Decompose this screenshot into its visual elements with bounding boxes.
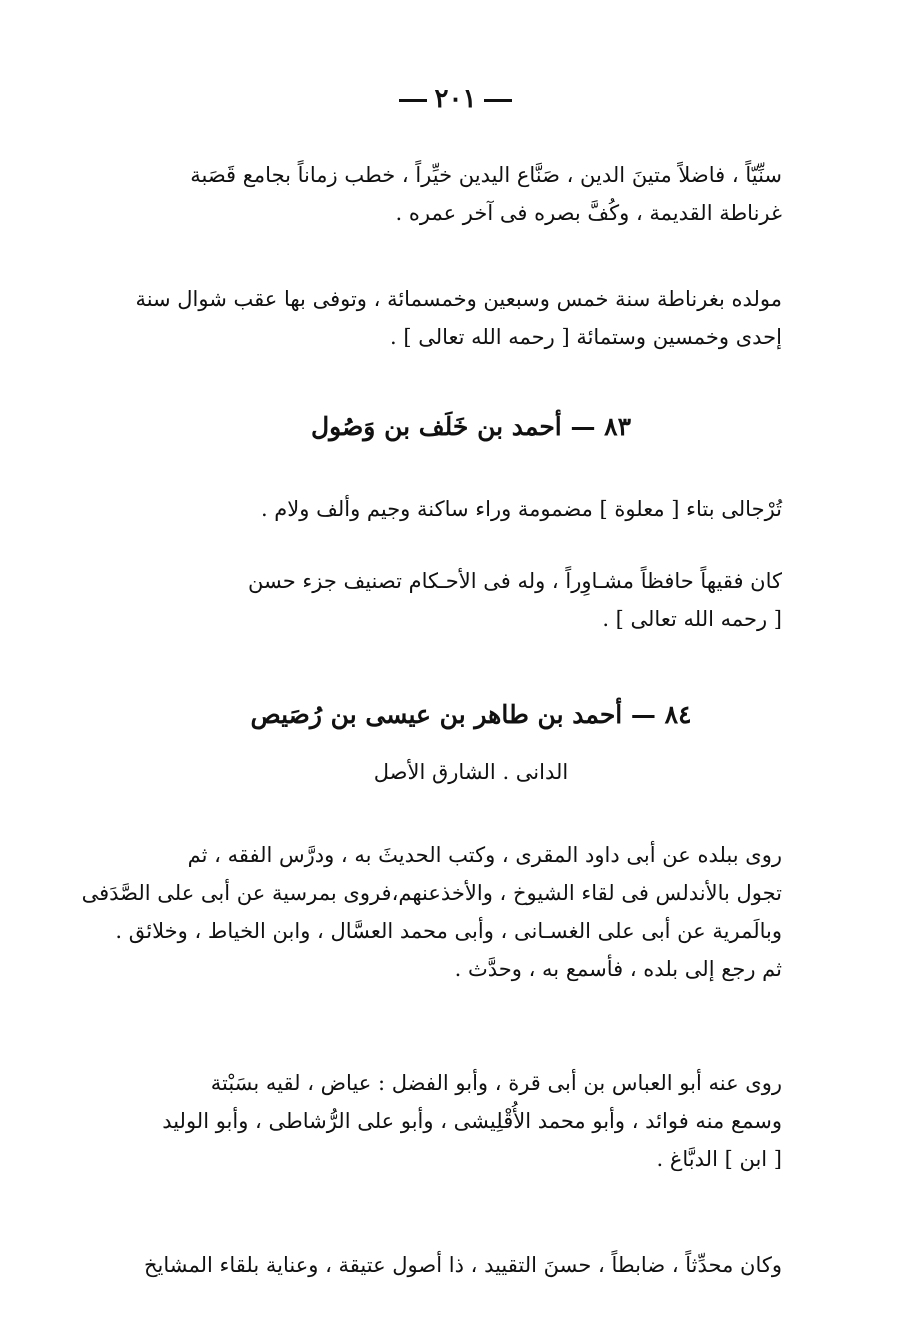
text-line: تُرْجالى بتاء [ معلوة ] مضمومة وراء ساكنة وجيم وألف ولام . xyxy=(260,497,782,521)
dash-right xyxy=(484,99,512,102)
entry-83-paragraph-1 xyxy=(160,490,782,528)
text-line: سنِّيّاً ، فاضلاً متينَ الدين ، صَنَّاع اليدين خيِّراً ، خطب زماناً بجامع قَصَبة xyxy=(190,163,782,187)
text-line: مولده بغرناطة سنة خمس وسبعين وخمسمائة ، وتوفى بها عقب شوال سنة xyxy=(135,287,782,311)
page-number xyxy=(0,84,911,114)
entry-83-heading: ٨٣ — أحمد بن خَلَف بن وَصُول xyxy=(310,412,632,441)
text-line: روى ببلده عن أبى داود المقرى ، وكتب الحديثَ به ، ودرَّس الفقه ، ثم xyxy=(187,843,782,867)
text-line: كان فقيهاً حافظاً مشـاوِراً ، وله فى الأحـكام تصنيف جزء حسن xyxy=(247,569,782,593)
dash-left xyxy=(399,99,427,102)
entry-84-paragraph-2 xyxy=(160,1064,782,1178)
text-line: تجول بالأندلس فى لقاء الشيوخ ، والأخذعنهم،فروى بمرسية عن أبى على الصَّدَفى xyxy=(81,881,782,905)
page-number-text: ٢٠١ xyxy=(434,84,477,114)
text-line: [ ابن ] الدبَّاغ . xyxy=(656,1147,782,1171)
text-line: إحدى وخمسين وستمائة [ رحمه الله تعالى ] . xyxy=(389,325,782,349)
entry-84-paragraph-1 xyxy=(81,836,782,988)
text-line: وسمع منه فوائد ، وأبو محمد الأُقْلِيشى ، وأبو على الرُّشاطى ، وأبو الوليد xyxy=(162,1109,782,1133)
paragraph-birth-death xyxy=(135,280,782,356)
entry-84-heading: ٨٤ — أحمد بن طاهر بن عيسى بن رُصَيص xyxy=(250,700,692,729)
text-line: غرناطة القديمة ، وكُفَّ بصره فى آخر عمره . xyxy=(395,201,782,225)
paragraph-intro xyxy=(160,156,782,232)
text-line: ثم رجع إلى بلده ، فأسمع به ، وحدَّث . xyxy=(454,957,782,981)
text-line: وكان محدِّثاً ، ضابطاً ، حسنَ التقييد ، ذا أصول عتيقة ، وعناية بلقاء المشايخ xyxy=(143,1253,782,1277)
text-line: [ رحمه الله تعالى ] . xyxy=(602,607,782,631)
text-line: وبالَمرية عن أبى على الغسـانى ، وأبى محمد العسَّال ، وابن الخياط ، وخلائق . xyxy=(115,919,782,943)
entry-83-paragraph-2 xyxy=(160,562,782,638)
entry-84-subheading: الدانى . الشارق الأصل xyxy=(373,760,569,784)
text-line: روى عنه أبو العباس بن أبى قرة ، وأبو الفضل : عياض ، لقيه بسَبْتة xyxy=(210,1071,782,1095)
entry-84-paragraph-3 xyxy=(143,1246,782,1284)
